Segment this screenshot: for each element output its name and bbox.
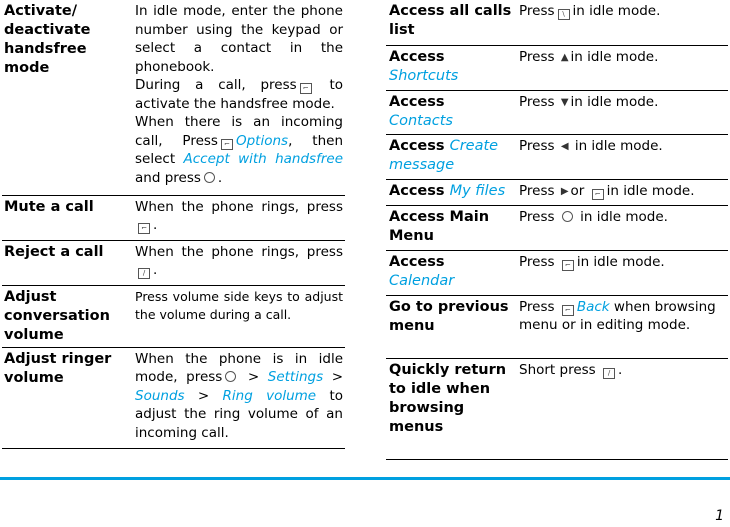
feature-description: Press in idle mode.: [519, 208, 668, 225]
feature-description: In idle mode, enter the phone number using the keypad or select a contact in the phonebook. During a call, press ⌐ to activate the handsfree mode. When there is an incoming call, Press ⌐ Options, then select Accept with handsfree and press .: [135, 3, 344, 186]
feature-description: When the phone rings, press / .: [135, 243, 343, 278]
feature-label: Access Calendar: [389, 253, 455, 289]
table-row: [386, 250, 728, 295]
right-soft-key-icon: ⌐: [138, 223, 150, 234]
feature-label: Activate/ deactivate handsfree mode: [4, 3, 91, 76]
table-row: [2, 347, 345, 448]
table-row: [2, 195, 345, 240]
ok-key-icon: [562, 211, 573, 222]
end-key-icon: /: [603, 368, 615, 379]
feature-description: Press ▲ in idle mode.: [519, 45, 728, 90]
feature-description: When the phone rings, press ⌐ .: [135, 198, 343, 233]
shortcut-table-left: [2, 0, 345, 449]
table-row: [2, 285, 345, 347]
feature-label: Reject a call: [4, 243, 104, 260]
nav-right-icon: ▶: [560, 185, 569, 197]
feature-label: Access Shortcuts: [389, 48, 459, 84]
table-row: [386, 134, 728, 179]
feature-label: Access all calls list: [389, 3, 512, 38]
feature-description: Press ▼ in idle mode.: [519, 90, 728, 134]
page-number: 1: [715, 508, 724, 524]
feature-description: Press ⌐ in idle mode.: [519, 253, 665, 270]
feature-description: Press ▶ or ⌐ in idle mode.: [519, 179, 728, 205]
table-row: [386, 295, 728, 358]
feature-label: Access Contacts: [389, 93, 453, 129]
left-column: [2, 0, 345, 449]
feature-description: Press ◀ in idle mode.: [519, 134, 728, 179]
feature-description: Press \ in idle mode.: [519, 3, 661, 19]
feature-label: Access My files: [389, 182, 506, 199]
feature-label: Quickly return to idle when browsing menus: [389, 361, 507, 435]
table-row: [386, 179, 728, 205]
call-key-icon: \: [558, 9, 570, 20]
feature-description: Press volume side keys to adjust the volume during a call.: [135, 288, 343, 322]
feature-description: Short press / .: [519, 361, 623, 378]
nav-up-icon: ▲: [560, 51, 569, 63]
table-row: [386, 0, 728, 45]
left-soft-key-icon: ⌐: [221, 139, 233, 150]
end-key-icon: /: [138, 268, 150, 279]
table-row: [2, 240, 345, 285]
nav-down-icon: ▼: [560, 96, 569, 108]
feature-label: Adjust ringer volume: [4, 350, 112, 386]
table-row: [386, 90, 728, 134]
feature-label: Access Create message: [389, 137, 499, 173]
feature-label: Adjust conversation volume: [4, 288, 110, 343]
right-soft-key-icon: ⌐: [562, 305, 574, 316]
shortcut-table-right: [386, 0, 728, 460]
feature-description: Press ⌐ Back when browsing menu or in editing mode.: [519, 298, 716, 333]
table-row: [386, 205, 728, 250]
feature-label: Access Main Menu: [389, 208, 490, 244]
table-row: [386, 45, 728, 90]
right-soft-key-icon: ⌐: [300, 83, 312, 94]
table-row: [2, 0, 345, 195]
footer-divider: [0, 477, 730, 480]
left-soft-key-icon: ⌐: [592, 189, 604, 200]
nav-left-icon: ◀: [560, 140, 569, 152]
ok-key-icon: [225, 371, 236, 382]
table-row: [386, 358, 728, 459]
right-soft-key-icon: ⌐: [562, 260, 574, 271]
ok-key-icon: [204, 172, 215, 183]
right-column: [386, 0, 728, 460]
feature-label: Mute a call: [4, 198, 94, 215]
feature-label: Go to previous menu: [389, 298, 509, 334]
feature-description: When the phone is in idle mode, press > Settings > Sounds > Ring volume to adjust the ring volume of an incoming call.: [135, 350, 344, 441]
